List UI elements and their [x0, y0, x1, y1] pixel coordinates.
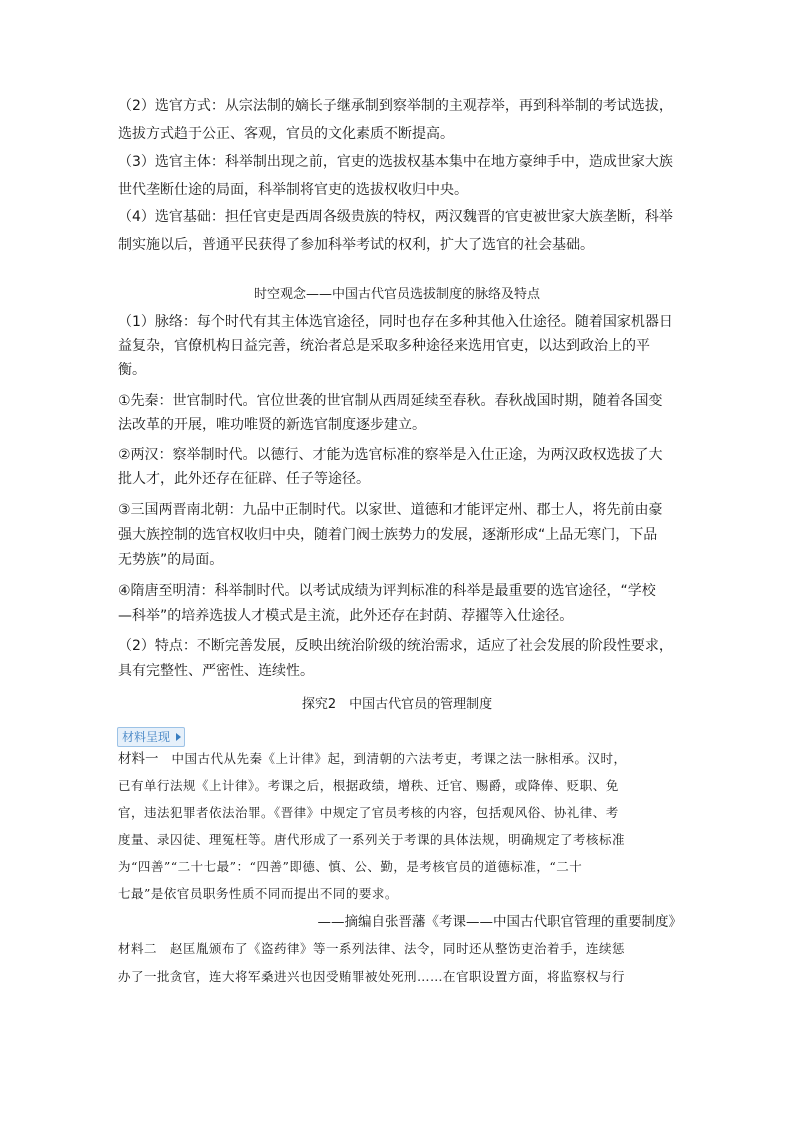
- paragraph-line: ④隋唐至明清：科举制时代。以考试成绩为评判标准的科举是最重要的选官途径，“学校: [118, 583, 656, 599]
- heading-explore-2: 探究2 中国古代官员的管理制度: [301, 697, 493, 712]
- paragraph-line: （3）选官主体：科举制出现之前，官吏的选拔权基本集中在地方豪绅手中，造成世家大族: [118, 154, 673, 170]
- paragraph-line: —科举”的培养选拔人才模式是主流，此外还存在封荫、荐擢等入仕途径。: [118, 608, 574, 624]
- paragraph-line: ①先秦：世官制时代。官位世袭的世官制从西周延续至春秋。春秋战国时期，随着各国变: [118, 393, 663, 409]
- material-text: 中国古代从先秦《上计律》起，到清朝的六法考吏，考课之法一脉相承。汉时，: [158, 751, 627, 766]
- heading-time-concept: 时空观念——中国古代官员选拔制度的脉络及特点: [253, 287, 540, 302]
- paragraph-line: 衡。: [118, 362, 146, 378]
- paragraph-line: 强大族控制的选官权收归中央，随着门阀士族势力的发展，逐渐形成“上品无寒门，下品: [118, 527, 658, 543]
- paragraph-line: （2）特点：不断完善发展，反映出统治阶级的统治需求，适应了社会发展的阶段性要求，: [118, 638, 673, 654]
- paragraph-line: 无势族”的局面。: [118, 552, 224, 568]
- material-line: [118, 749, 627, 769]
- material-line: 度量、录囚徒、理冤枉等。唐代形成了一系列关于考课的具体法规，明确规定了考核标准: [118, 832, 626, 847]
- paragraph-line: 选拔方式趋于公正、客观，官员的文化素质不断提高。: [118, 126, 454, 142]
- material-badge: 材料呈现: [117, 727, 185, 747]
- paragraph-line: 制实施以后，普通平民获得了参加科举考试的权利，扩大了选官的社会基础。: [118, 237, 594, 253]
- paragraph-line: （2）选官方式：从宗法制的嫡长子继承制到察举制的主观荐举，再到科举制的考试选拔，: [118, 98, 673, 114]
- paragraph-line: （4）选官基础：担任官吏是西周各级贵族的特权，两汉魏晋的官吏被世家大族垄断，科举: [118, 209, 673, 225]
- paragraph-line: 益复杂，官僚机构日益完善，统治者总是采取多种途径来选用官吏，以达到政治上的平: [118, 338, 650, 354]
- material-line: 七最”是依官员职务性质不同而提出不同的要求。: [118, 886, 398, 901]
- source-attribution: ——摘编自张晋藩《考课——中国古代职官管理的重要制度》: [317, 914, 682, 930]
- material-line: 办了一批贪官，连大将军桑进兴也因受贿罪被处死刑……在官职设置方面，将监察权与行: [118, 969, 626, 984]
- material-line: 官，违法犯罪者依法治罪。《晋律》中规定了官员考核的内容，包括观风俗、协礼律、考: [118, 805, 619, 820]
- material-line: 材料二 赵匡胤颁布了《盗药律》等一系列法律、法令，同时还从整饬吏治着手，连续惩: [118, 941, 626, 956]
- material-line: 已有单行法规《上计律》。考课之后，根据政绩，增秩、迁官、赐爵，或降俸、贬职、免: [118, 778, 619, 793]
- paragraph-line: 批人才，此外还存在征辟、任子等途径。: [118, 471, 370, 487]
- paragraph-line: 具有完整性、严密性、连续性。: [118, 663, 314, 679]
- paragraph-line: （1）脉络：每个时代有其主体选官途径，同时也存在多种其他入仕途径。随着国家机器日: [118, 314, 673, 330]
- material-line: 为“四善”“二十七最”：“四善”即德、慎、公、勤，是考核官员的道德标准，“二十: [118, 859, 583, 874]
- paragraph-line: 世代垄断仕途的局面，科举制将官吏的选拔权收归中央。: [118, 182, 468, 198]
- paragraph-line: 法改革的开展，唯功唯贤的新选官制度逐步建立。: [118, 417, 426, 433]
- material-one-label: 材料一: [118, 751, 159, 767]
- paragraph-line: ③三国两晋南北朝：九品中正制时代。以家世、道德和才能评定州、郡士人，将先前由豪: [118, 502, 663, 518]
- paragraph-line: ②两汉：察举制时代。以德行、才能为选官标准的察举是入仕正途，为两汉政权选拔了大: [118, 447, 663, 463]
